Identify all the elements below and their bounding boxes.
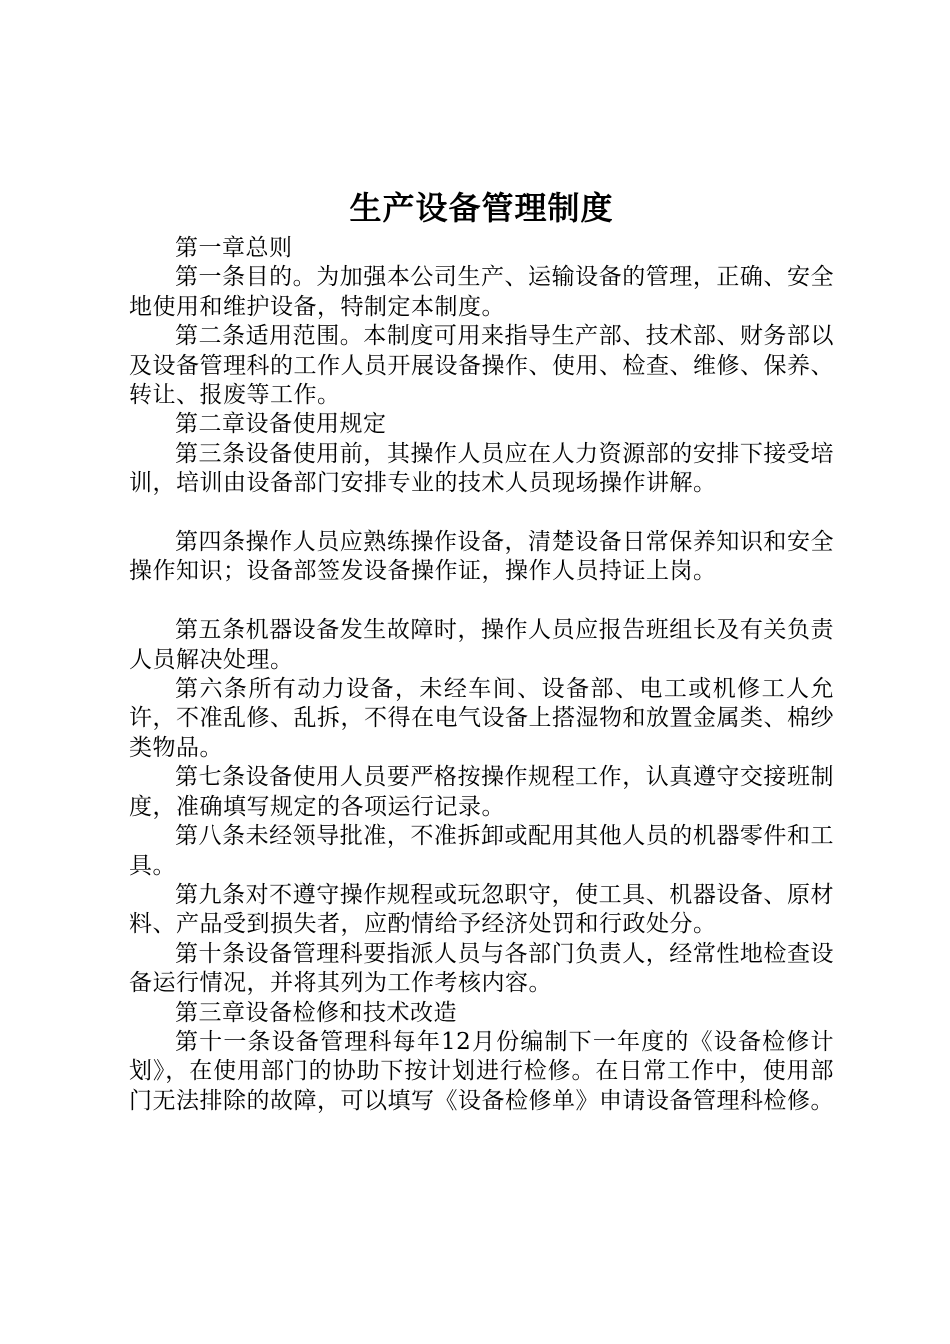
chapter-heading-1: 第一章总则: [175, 235, 293, 261]
article-paragraph: 第四条操作人员应熟练操作设备，清楚设备日常保养知识和安全操作知识；设备部签发设备操作证，操作人员持证上岗。: [129, 529, 834, 585]
article-paragraph: 第一条目的。为加强本公司生产、运输设备的管理，正确、安全地使用和维护设备，特制定本制度。: [129, 264, 834, 320]
article-paragraph: 第九条对不遵守操作规程或玩忽职守，使工具、机器设备、原材料、产品受到损失者，应酌情给予经济处罚和行政处分。: [129, 881, 834, 938]
article-paragraph: 第六条所有动力设备，未经车间、设备部、电工或机修工人允许，不准乱修、乱拆，不得在电气设备上搭湿物和放置金属类、棉纱类物品。: [129, 676, 834, 761]
chapter-heading-2: 第二章设备使用规定: [175, 411, 387, 438]
article-paragraph: 第三条设备使用前，其操作人员应在人力资源部的安排下接受培训，培训由设备部门安排专业的技术人员现场操作讲解。: [129, 440, 834, 497]
article-paragraph: 第八条未经领导批准，不准拆卸或配用其他人员的机器零件和工具。: [129, 823, 834, 879]
chapter-heading-3: 第三章设备检修和技术改造: [175, 999, 457, 1026]
article-paragraph: 第五条机器设备发生故障时，操作人员应报告班组长及有关负责人员解决处理。: [129, 617, 834, 673]
article-paragraph: 第十一条设备管理科每年12月份编制下一年度的《设备检修计划》，在使用部门的协助下按计划进行检修。在日常工作中，使用部门无法排除的故障，可以填写《设备检修单》申请设备管理科检修。: [129, 1028, 834, 1114]
document-title: 生产设备管理制度: [349, 189, 614, 227]
article-paragraph: 第十条设备管理科要指派人员与各部门负责人，经常性地检查设备运行情况，并将其列为工作考核内容。: [129, 940, 834, 997]
document-page: [129, 182, 834, 1116]
article-paragraph: 第二条适用范围。本制度可用来指导生产部、技术部、财务部以及设备管理科的工作人员开展设备操作、使用、检查、维修、保养、转让、报废等工作。: [129, 323, 834, 409]
article-paragraph: 第七条设备使用人员要严格按操作规程工作，认真遵守交接班制度，准确填写规定的各项运行记录。: [129, 764, 834, 820]
